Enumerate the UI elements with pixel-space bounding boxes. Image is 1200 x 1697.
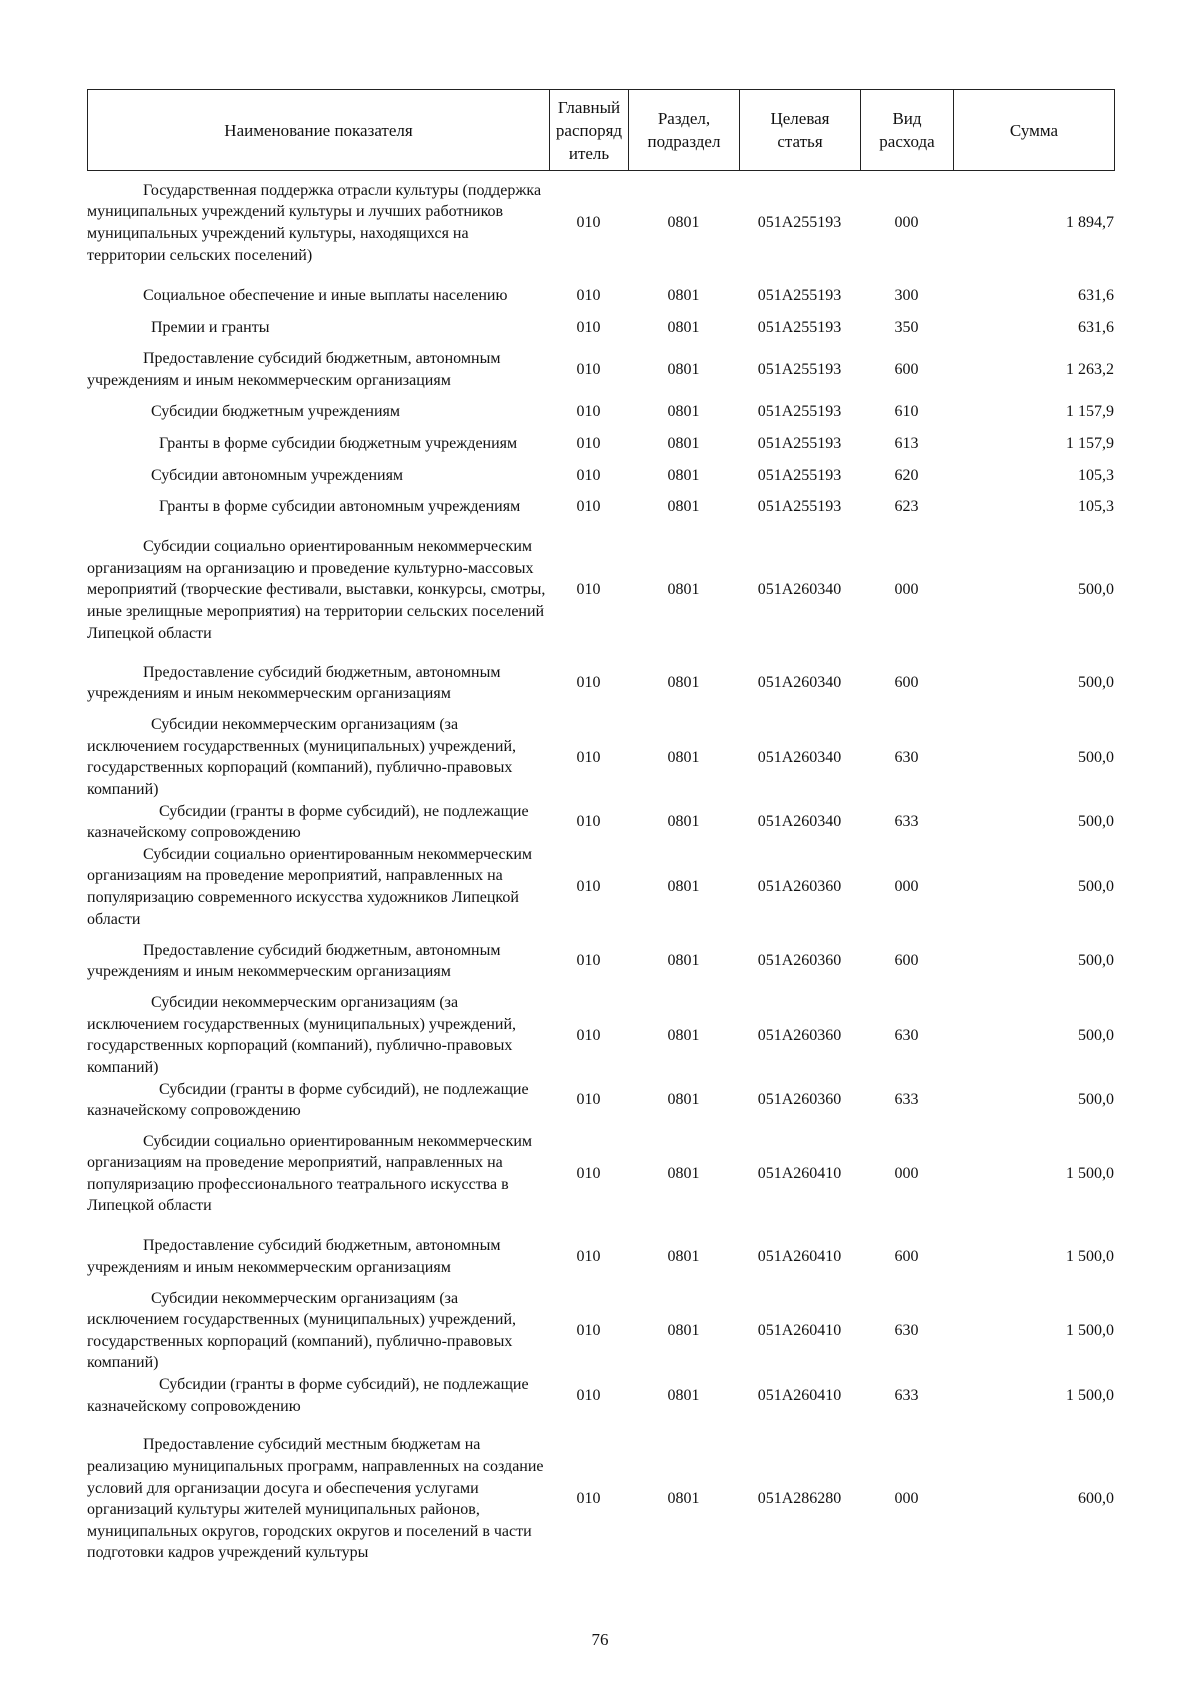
row-target: 051A260340: [757, 748, 842, 766]
row-name-text: Субсидии (гранты в форме субсидий), не подлежащие казначейскому сопровождению: [87, 1080, 529, 1120]
row-chief: 010: [576, 1164, 601, 1182]
row-name-text: Государственная поддержка отрасли культуры (поддержка муниципальных учреждений культуры и лучших работников муниципальных учреждений культуры, находящихся на территории сельских поселений): [87, 181, 542, 264]
row-section: 0801: [667, 402, 700, 420]
row-target: 051A260360: [757, 1026, 842, 1044]
table-row: [87, 339, 1114, 401]
row-sum: 500,0: [1078, 1091, 1114, 1109]
row-section: 0801: [667, 878, 700, 896]
table-row: [87, 275, 1114, 317]
row-target: 051A260360: [757, 1091, 842, 1109]
row-kind: 600: [894, 952, 919, 970]
row-section: 0801: [667, 214, 700, 232]
row-kind: 000: [894, 1490, 919, 1508]
row-chief: 010: [576, 1026, 601, 1044]
table-row: [87, 465, 1114, 487]
row-name: [87, 486, 549, 528]
row-name: [87, 317, 549, 339]
row-name-text: Субсидии некоммерческим организациям (за исключением государственных (муниципальных) учреждений, государственных корпораций (компаний), публично-правовых компаний): [87, 716, 517, 798]
row-sum: 500,0: [1078, 813, 1114, 831]
row-target: 051A255193: [757, 214, 842, 232]
row-target: 051A255193: [757, 402, 842, 420]
row-section: 0801: [667, 813, 700, 831]
row-sum: 500,0: [1078, 1026, 1114, 1044]
row-chief: 010: [576, 319, 601, 336]
table-row: [87, 714, 1114, 800]
row-section: 0801: [667, 1164, 700, 1182]
row-kind: 000: [894, 581, 919, 599]
row-name: [87, 1079, 549, 1122]
row-chief: 010: [576, 878, 601, 896]
row-name-text: Премии и гранты: [151, 319, 270, 336]
row-name-text: Предоставление субсидий местным бюджетам на реализацию муниципальных программ, направленных на создание условий для организации досуга и обеспечения услугами организаций культуры жителей муниципальных районов, муниципальных округов, городских округов и поселений в части подготовки кадров учреждений культуры: [87, 1436, 544, 1562]
row-chief: 010: [576, 674, 601, 692]
row-name: [87, 1288, 549, 1374]
row-kind: 000: [894, 1164, 919, 1182]
row-sum: 105,3: [1078, 466, 1114, 484]
row-target: 051A260410: [757, 1322, 842, 1340]
row-target: 051A260340: [757, 674, 842, 692]
row-chief: 010: [576, 214, 601, 232]
row-kind: 600: [894, 360, 919, 378]
row-name: [87, 652, 549, 714]
table-row: [87, 401, 1114, 423]
row-name-text: Субсидии некоммерческим организациям (за исключением государственных (муниципальных) учреждений, государственных корпораций (компаний), публично-правовых компаний): [87, 994, 517, 1076]
row-chief: 010: [576, 360, 601, 378]
row-sum: 1 263,2: [1066, 360, 1114, 378]
table-row: [87, 1122, 1114, 1226]
table-row: [87, 801, 1114, 844]
table-row: [87, 1079, 1114, 1122]
header-name: Наименование показателя: [88, 90, 550, 171]
row-section: 0801: [667, 434, 700, 452]
row-name-text: Субсидии социально ориентированным некоммерческим организациям на проведение мероприятий, направленных на популяризацию профессионального театрального искусства в Липецкой области: [87, 1132, 533, 1215]
row-section: 0801: [667, 952, 700, 970]
table-header: [87, 89, 1115, 171]
row-sum: 631,6: [1078, 287, 1114, 305]
table-row: [87, 1374, 1114, 1417]
table-row: [87, 992, 1114, 1078]
row-kind: 600: [894, 1247, 919, 1265]
row-name-text: Субсидии автономным учреждениям: [151, 466, 404, 484]
row-name: [87, 930, 549, 992]
row-sum: 1 157,9: [1066, 434, 1114, 452]
row-sum: 500,0: [1078, 581, 1114, 599]
row-target: 051A260410: [757, 1164, 842, 1182]
row-kind: 630: [894, 748, 919, 766]
row-sum: 1 500,0: [1066, 1386, 1114, 1404]
row-kind: 633: [894, 813, 919, 831]
row-sum: 1 894,7: [1066, 214, 1114, 232]
row-chief: 010: [576, 813, 601, 831]
row-name: [87, 275, 549, 317]
row-sum: 500,0: [1078, 878, 1114, 896]
row-name: [87, 401, 549, 423]
row-name: [87, 801, 549, 844]
row-section: 0801: [667, 1386, 700, 1404]
row-section: 0801: [667, 1490, 700, 1508]
row-kind: 623: [894, 498, 919, 516]
page-number: 76: [591, 1630, 609, 1649]
header-target: Целевая статья: [740, 90, 861, 171]
row-chief: 010: [576, 748, 601, 766]
row-name: [87, 528, 549, 652]
row-target: 051A255193: [757, 498, 842, 516]
row-sum: 105,3: [1078, 498, 1114, 516]
row-section: 0801: [667, 319, 700, 336]
row-kind: 000: [894, 878, 919, 896]
row-name-text: Предоставление субсидий бюджетным, автономным учреждениям и иным некоммерческим организациям: [87, 350, 501, 389]
row-target: 051A255193: [757, 287, 842, 305]
table-row: [87, 844, 1114, 930]
row-name: [87, 844, 549, 930]
row-name-text: Субсидии социально ориентированным некоммерческим организациям на организацию и проведение культурно-массовых мероприятий (творческие фестивали, выставки, конкурсы, смотры, иные зрелищные мероприятия) на территории сельских поселений Липецкой области: [87, 538, 546, 642]
row-chief: 010: [576, 1490, 601, 1508]
row-section: 0801: [667, 1091, 700, 1109]
row-name-text: Гранты в форме субсидии автономным учреждениям: [159, 498, 521, 516]
row-kind: 633: [894, 1091, 919, 1109]
table-row: [87, 1288, 1114, 1374]
row-target: 051A260340: [757, 813, 842, 831]
row-kind: 350: [894, 319, 919, 336]
row-target: 051A286280: [757, 1490, 842, 1508]
row-kind: 300: [894, 287, 919, 305]
row-section: 0801: [667, 1247, 700, 1265]
row-section: 0801: [667, 466, 700, 484]
header-kind: Вид расхода: [861, 90, 954, 171]
row-section: 0801: [667, 360, 700, 378]
row-kind: 613: [894, 434, 919, 452]
row-section: 0801: [667, 498, 700, 516]
row-sum: 600,0: [1078, 1490, 1114, 1508]
row-name-text: Субсидии некоммерческим организациям (за исключением государственных (муниципальных) учреждений, государственных корпораций (компаний), публично-правовых компаний): [87, 1289, 517, 1372]
row-target: 051A260340: [757, 581, 842, 599]
row-chief: 010: [576, 498, 601, 516]
row-section: 0801: [667, 1026, 700, 1044]
header-chief: Главный распоряд итель: [550, 90, 629, 171]
header-section: Раздел, подраздел: [629, 90, 740, 171]
row-name-text: Социальное обеспечение и иные выплаты населению: [143, 287, 508, 305]
row-name-text: Субсидии (гранты в форме субсидий), не подлежащие казначейскому сопровождению: [87, 802, 529, 842]
row-chief: 010: [576, 1091, 601, 1109]
row-sum: 500,0: [1078, 674, 1114, 692]
row-section: 0801: [667, 674, 700, 692]
row-sum: 500,0: [1078, 952, 1114, 970]
row-name-text: Субсидии (гранты в форме субсидий), не подлежащие казначейскому сопровождению: [87, 1376, 529, 1415]
row-chief: 010: [576, 952, 601, 970]
row-name: [87, 465, 549, 487]
row-sum: 631,6: [1078, 319, 1114, 336]
row-name-text: Предоставление субсидий бюджетным, автономным учреждениям и иным некоммерческим организациям: [87, 1237, 501, 1276]
table-row: [87, 1417, 1114, 1581]
row-name: [87, 171, 549, 275]
row-target: 051A260410: [757, 1386, 842, 1404]
row-chief: 010: [576, 287, 601, 305]
row-chief: 010: [576, 402, 601, 420]
row-chief: 010: [576, 1247, 601, 1265]
table-row: [87, 652, 1114, 714]
row-name: [87, 423, 549, 465]
row-name-text: Гранты в форме субсидии бюджетным учреждениям: [159, 434, 518, 452]
row-section: 0801: [667, 581, 700, 599]
row-target: 051A260410: [757, 1247, 842, 1265]
row-sum: 1 500,0: [1066, 1164, 1114, 1182]
table-row: [87, 317, 1114, 339]
row-name: [87, 992, 549, 1078]
header-sum: Сумма: [954, 90, 1115, 171]
row-chief: 010: [576, 434, 601, 452]
row-name: [87, 339, 549, 401]
row-target: 051A260360: [757, 878, 842, 896]
row-sum: 1 157,9: [1066, 402, 1114, 420]
row-kind: 630: [894, 1026, 919, 1044]
row-name: [87, 1417, 549, 1581]
table-body: [87, 171, 1114, 1581]
row-name-text: Субсидии социально ориентированным некоммерческим организациям на проведение мероприятий, направленных на популяризацию современного искусства художников Липецкой области: [87, 845, 533, 928]
row-chief: 010: [576, 581, 601, 599]
row-name-text: Предоставление субсидий бюджетным, автономным учреждениям и иным некоммерческим организациям: [87, 941, 501, 981]
table-row: [87, 930, 1114, 992]
row-name: [87, 714, 549, 800]
row-target: 051A255193: [757, 360, 842, 378]
row-name: [87, 1122, 549, 1226]
row-sum: 1 500,0: [1066, 1322, 1114, 1340]
row-chief: 010: [576, 1386, 601, 1404]
table-row: [87, 528, 1114, 652]
table-row: [87, 171, 1114, 275]
row-kind: 600: [894, 674, 919, 692]
row-section: 0801: [667, 748, 700, 766]
row-chief: 010: [576, 1322, 601, 1340]
row-name: [87, 1374, 549, 1417]
table-row: [87, 486, 1114, 528]
row-kind: 000: [894, 214, 919, 232]
row-sum: 500,0: [1078, 748, 1114, 766]
table-row: [87, 1226, 1114, 1288]
row-sum: 1 500,0: [1066, 1247, 1114, 1265]
row-target: 051A255193: [757, 466, 842, 484]
row-chief: 010: [576, 466, 601, 484]
row-section: 0801: [667, 287, 700, 305]
row-section: 0801: [667, 1322, 700, 1340]
row-name: [87, 1226, 549, 1288]
row-kind: 633: [894, 1386, 919, 1404]
row-kind: 620: [894, 466, 919, 484]
row-name-text: Предоставление субсидий бюджетным, автономным учреждениям и иным некоммерческим организациям: [87, 663, 501, 703]
row-kind: 630: [894, 1322, 919, 1340]
row-target: 051A255193: [757, 434, 842, 452]
row-target: 051A255193: [757, 319, 842, 336]
row-kind: 610: [894, 402, 919, 420]
row-name-text: Субсидии бюджетным учреждениям: [151, 402, 400, 420]
table-row: [87, 423, 1114, 465]
row-target: 051A260360: [757, 952, 842, 970]
